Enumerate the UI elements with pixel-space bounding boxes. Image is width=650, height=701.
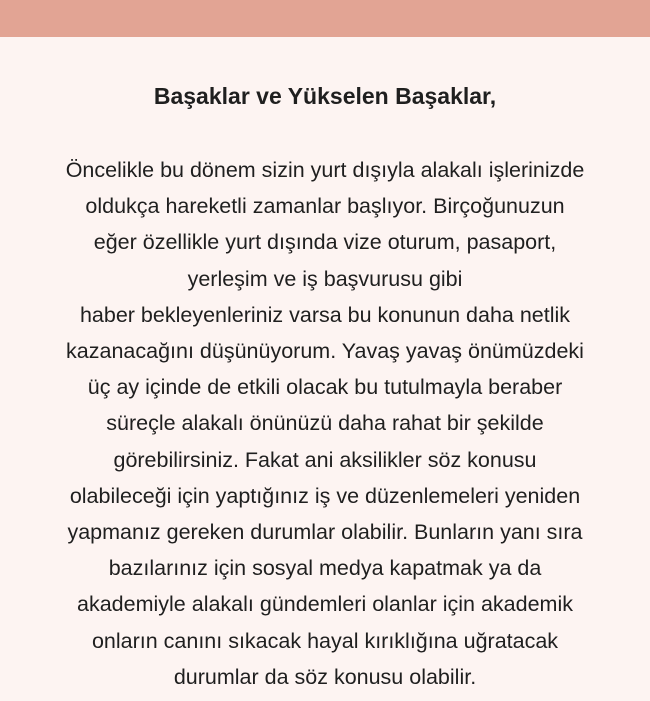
paragraph-line: yapmanız gereken durumlar olabilir. Bunların yanı sıra — [67, 520, 583, 545]
horoscope-paragraph — [0, 152, 650, 695]
paragraph-line: süreçle alakalı önünüzü daha rahat bir şekilde — [106, 411, 544, 436]
paragraph-line: oldukça hareketli zamanlar başlıyor. Birçoğunuzun — [85, 194, 565, 219]
paragraph-line: onların canını sıkacak hayal kırıklığına uğratacak — [91, 628, 559, 653]
paragraph-line: haber bekleyenleriniz varsa bu konunun daha netlik — [79, 302, 571, 327]
paragraph-line: Öncelikle bu dönem sizin yurt dışıyla alakalı işlerinizde — [65, 158, 585, 182]
paragraph-line: üç ay içinde de etkili olacak bu tutulmayla beraber — [87, 375, 563, 400]
paragraph-line: bazılarınız için sosyal medya kapatmak ya da — [108, 556, 542, 581]
top-color-band — [0, 0, 650, 37]
paragraph-line: durumlar da söz konusu olabilir. — [173, 664, 477, 689]
section-heading: Başaklar ve Yükselen Başaklar, — [153, 83, 497, 109]
paragraph-line: olabileceği için yaptığınız iş ve düzenlemeleri yeniden — [69, 483, 581, 508]
paragraph-line: görebilirsiniz. Fakat ani aksilikler söz konusu — [113, 447, 537, 472]
paragraph-line: yerleşim ve iş başvurusu gibi — [187, 266, 463, 291]
paragraph-line: eğer özellikle yurt dışında vize oturum, pasaport, — [93, 230, 557, 255]
paragraph-line: kazanacağını düşünüyorum. Yavaş yavaş önümüzdeki — [66, 339, 584, 364]
paragraph-line: akademiyle alakalı gündemleri olanlar için akademik — [77, 592, 573, 617]
